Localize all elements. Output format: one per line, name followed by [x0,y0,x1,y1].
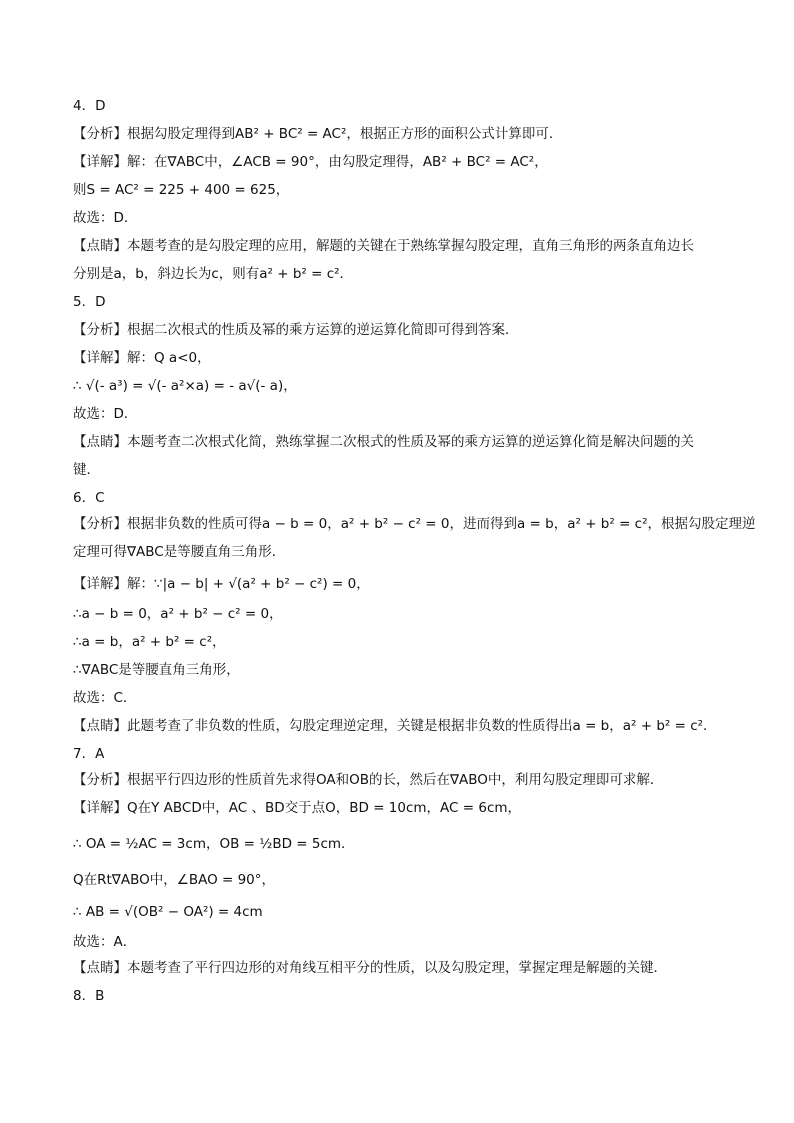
answer-5-solution: 【详解】解：Q a<0， [73,350,211,366]
answer-7-solution: 【详解】Q在Y ABCD中，AC 、BD交于点O，BD = 10cm，AC = 6cm， [73,800,522,816]
answer-5-comment: 【点睛】本题考查二次根式化简，熟练掌握二次根式的性质及幂的乘方运算的逆运算化简是解决问题的关 [73,434,694,450]
answer-6-solution: 【详解】解：∵|a − b| + √(a² + b² − c²) = 0， [73,576,370,592]
answer-8-heading: 8．B [73,988,105,1004]
answer-4-comment-cont: 分别是a，b，斜边长为c，则有a² + b² = c²． [73,266,354,282]
answer-5-solution-line: ∴ √(- a³) = √(- a²×a) = - a√(- a)， [73,378,297,394]
answer-5-choice: 故选：D． [73,406,138,422]
answer-6-analysis-cont: 定理可得∇ABC是等腰直角三角形． [73,544,286,560]
answer-6-choice: 故选：C． [73,690,137,706]
answer-6-step-1: ∴a − b = 0，a² + b² − c² = 0， [73,606,283,622]
answer-5-analysis: 【分析】根据二次根式的性质及幂的乘方运算的逆运算化简即可得到答案． [73,322,519,338]
answer-6-step-2: ∴a = b，a² + b² = c²， [73,634,226,650]
answer-7-choice: 故选：A． [73,934,137,950]
answer-6-comment: 【点睛】此题考查了非负数的性质，勾股定理逆定理，关键是根据非负数的性质得出a = b，a² + b² = c²． [73,718,717,734]
answer-6-step-3: ∴∇ABC是等腰直角三角形， [73,662,240,678]
answer-7-step-2: Q在Rt∇ABO中，∠BAO = 90°， [73,872,276,888]
answer-4-heading: 4．D [73,98,106,114]
answer-4-solution-line: 则S = AC² = 225 + 400 = 625， [73,182,290,198]
answer-6-heading: 6．C [73,490,105,506]
answer-4-analysis: 【分析】根据勾股定理得到AB² + BC² = AC²，根据正方形的面积公式计算即可． [73,126,563,142]
answer-7-analysis: 【分析】根据平行四边形的性质首先求得OA和OB的长，然后在∇ABO中，利用勾股定理即可求解． [73,772,664,788]
answer-5-heading: 5．D [73,294,106,310]
answer-5-comment-cont: 键． [73,462,100,478]
answer-4-solution: 【详解】解：在∇ABC中，∠ACB = 90°，由勾股定理得，AB² + BC² = AC²， [73,154,548,170]
answer-7-comment: 【点睛】本题考查了平行四边形的对角线互相平分的性质，以及勾股定理，掌握定理是解题的关键． [73,960,667,976]
answer-7-step-3: ∴ AB = √(OB² − OA²) = 4cm [73,904,263,920]
answer-7-heading: 7．A [73,746,105,762]
answer-4-comment: 【点睛】本题考查的是勾股定理的应用，解题的关键在于熟练掌握勾股定理，直角三角形的两条直角边长 [73,238,694,254]
answer-7-step-1: ∴ OA = ½AC = 3cm，OB = ½BD = 5cm． [73,836,355,852]
answer-6-analysis: 【分析】根据非负数的性质可得a − b = 0，a² + b² − c² = 0，进而得到a = b，a² + b² = c²，根据勾股定理逆 [73,516,756,532]
answer-4-choice: 故选：D． [73,210,138,226]
